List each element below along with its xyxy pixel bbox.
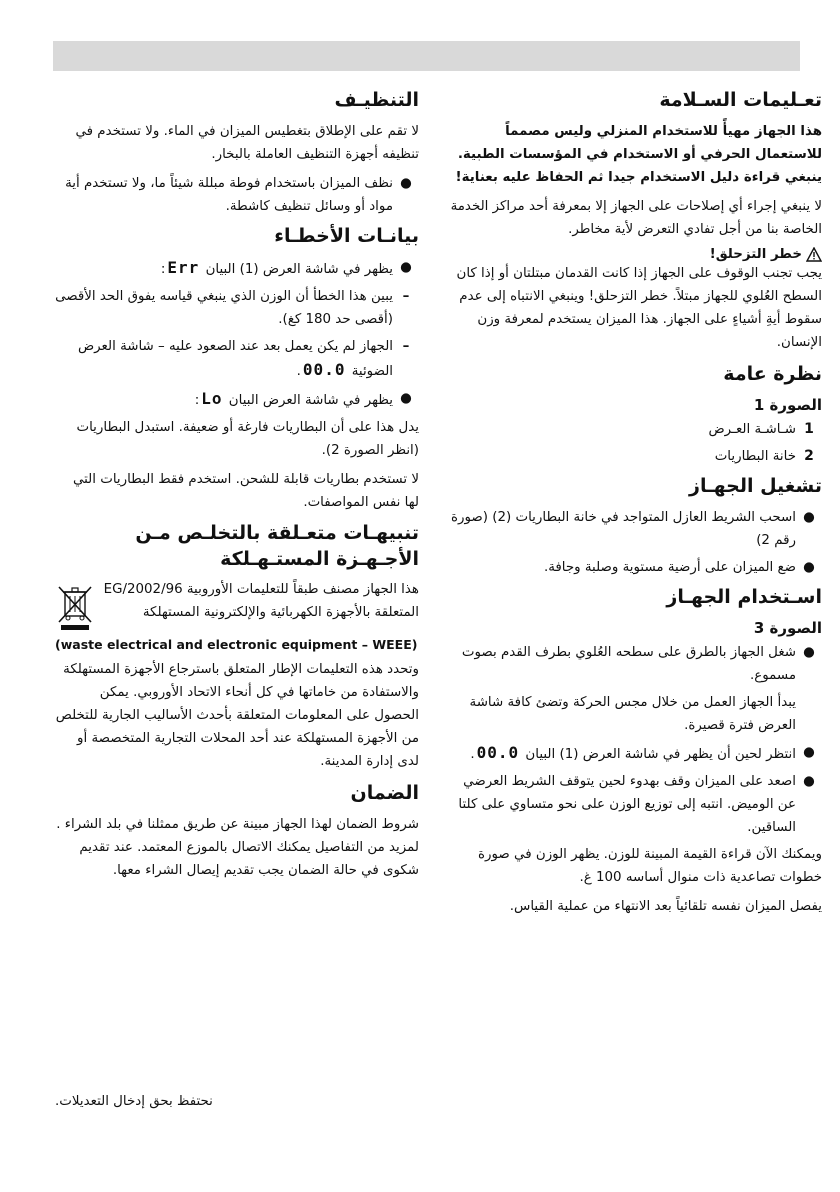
safety-intro: هذا الجهاز مهيأً للاستخدام المنزلي وليس مصمماً للاستعمال الحرفي أو الاستخدام في المؤسسات الطبية. ينبغي قراءة دليل الاستخدام جيدا ثم الحفاظ عليه بعناية! [455, 124, 822, 185]
slip-warning [443, 247, 822, 262]
cleaning-text: لا تقم على الإطلاق بتغطيس الميزان في الماء. ولا تستخدم في تنظيفه أجهزة التنظيف العاملة بالبخار. [75, 124, 419, 162]
usage-reading: ويمكنك الآن قراءة القيمة المبينة للوزن. يظهر الوزن في صورة خطوات تصاعدية ذات منوال أساسه 100 غ. [478, 847, 822, 885]
errors-heading: بيانـات الأخطـاء [274, 225, 419, 247]
slip-title: خطر التزحلق! [709, 247, 802, 262]
bullet-icon: ● [803, 510, 815, 525]
header-bar [53, 41, 800, 71]
disposal-text: هذا الجهاز مصنف طبقاً للتعليمات الأوروبية 2002/96/EG المتعلقة بالأجهزة الكهربائية والإلكترونية المستهلكة [103, 582, 419, 620]
errors-bullet: ● يظهر في شاشة العرض البيان Lo: [55, 387, 419, 412]
operation-bullet: ● ضع الميزان على أرضية مستوية وصلبة وجافة. [443, 556, 822, 579]
lcd-zero-display: 00.0 [476, 743, 520, 762]
weee-block [55, 578, 419, 630]
usage-bullet: ● شغل الجهاز بالطرق على سطحه العُلوي بطرف القدم بصوت مسموع. [443, 641, 822, 687]
overview-item: 1 شـاشـة العـرض [708, 421, 814, 437]
bullet-icon: ● [400, 391, 412, 406]
overview-item: 2 خانة البطاريات [714, 448, 814, 464]
usage-heading: اسـتخدام الجهـاز [666, 586, 822, 608]
overview-figure: الصورة 1 [753, 396, 822, 414]
usage-figure: الصورة 3 [753, 619, 822, 637]
cleaning-bullet: ● نظف الميزان باستخدام فوطة مبللة شيئاً ما، ولا تستخدم أية مواد أو وسائل تنظيف كاشطة. [55, 172, 419, 218]
lcd-err-display: Err [167, 258, 200, 277]
errors-battery-text: يدل هذا على أن البطاريات فارغة أو ضعيفة. استبدل البطاريات (انظر الصورة 2). [76, 420, 419, 458]
warranty-heading: الضمان [350, 782, 419, 804]
errors-dash-item: – الجهاز لم يكن يعمل بعد عند الصعود عليه – شاشة العرض الضوئية 00.0. [55, 335, 419, 383]
safety-heading: تعـليمات السـلامة [659, 89, 822, 111]
operation-bullet: ● اسحب الشريط العازل المتواجد في خانة البطاريات (2) (صورة رقم 2) [443, 506, 822, 552]
usage-bullet: ● اصعد على الميزان وقف بهدوء لحين يتوقف الشريط العرضي عن الوميض. انتبه إلى توزيع الوزن على نحو متساوي على كلتا الساقين. [443, 770, 822, 839]
crossed-out-bin-icon [55, 584, 95, 630]
overview-heading: نظرة عامة [723, 363, 822, 385]
errors-dash-item: – يبين هذا الخطأ أن الوزن الذي ينبغي قياسه يفوق الحد الأقصى (أقصى حد 180 كغ). [55, 285, 419, 331]
warranty-text: شروط الضمان لهذا الجهاز مبينة عن طريق ممثلنا في بلد الشراء . لمزيد من التفاصيل يمكنك الاتصال بالموزع المعتمد. عند تقديم شكوى في حالة الضمان يجب تقديم إيصال الشراء معها. [56, 817, 419, 878]
bullet-icon: ● [400, 176, 412, 191]
lcd-lo-display: Lo [201, 389, 223, 408]
bullet-icon: ● [803, 745, 815, 760]
dash-icon: – [402, 339, 410, 354]
errors-recharge-text: لا تستخدم بطاريات قابلة للشحن. استخدم فقط البطاريات التي لها نفس المواصفات. [72, 472, 419, 510]
usage-auto-off: يفصل الميزان نفسه تلقائياً بعد الانتهاء من عملية القياس. [509, 899, 822, 914]
disposal-english: (waste electrical and electronic equipment – WEEE) [55, 637, 418, 652]
right-column [443, 86, 822, 924]
dash-icon: – [402, 289, 410, 304]
disposal-heading: تنبيهـات متعـلقة بالتخلـص مـن الأجـهـزة المستـهـلكة [135, 522, 419, 570]
bullet-icon: ● [803, 645, 815, 660]
bullet-icon: ● [803, 560, 815, 575]
slip-text: يجب تجنب الوقوف على الجهاز إذا كانت القدمان مبتلتان أو إذا كان السطح العُلوي للجهاز مبتلاً. خطر التزحلق! وينبغي الانتباه إلى عدم سقوط أيةِ أشياءٍ على الجهاز. هذا الميزان يستخدم لمعرفة وزن الإنسان. [456, 266, 822, 350]
footer-note: نحتفظ بحق إدخال التعديلات. [55, 1094, 213, 1109]
bullet-icon: ● [400, 260, 412, 275]
disposal-details: وتحدد هذه التعليمات الإطار المتعلق باسترجاع الأجهزة المستهلكة والاستفادة من خاماتها في كل أنحاء الاتحاد الأوروبي. يمكن الحصول على المعلومات المتعلقة بأحدث الأساليب الجارية للتخلص من الأجهزة المستهلكة عند أحد المحلات التجارية المتخصصة أو لدى إدارة المدينة. [55, 662, 419, 769]
left-column [55, 86, 419, 888]
bullet-icon: ● [803, 774, 815, 789]
usage-b1-detail: يبدأ الجهاز العمل من خلال مجس الحركة وتضئ كافة شاشة العرض فترة قصيرة. [469, 695, 796, 733]
errors-bullet: ● يظهر في شاشة العرض (1) البيان Err: [55, 256, 419, 281]
operation-heading: تشغيل الجهـاز [689, 475, 822, 497]
usage-bullet: ● انتظر لحين أن يظهر في شاشة العرض (1) البيان 00.0. [443, 741, 822, 766]
lcd-zero-display: 00.0 [302, 360, 346, 379]
safety-repair: لا ينبغي إجراء أي إصلاحات على الجهاز إلا بمعرفة أحد مراكز الخدمة الخاصة بنا من أجل تفادي التعرض لأية مخاطر. [450, 199, 822, 237]
cleaning-heading: التنظيـف [334, 89, 419, 111]
warning-triangle-icon [806, 247, 822, 262]
